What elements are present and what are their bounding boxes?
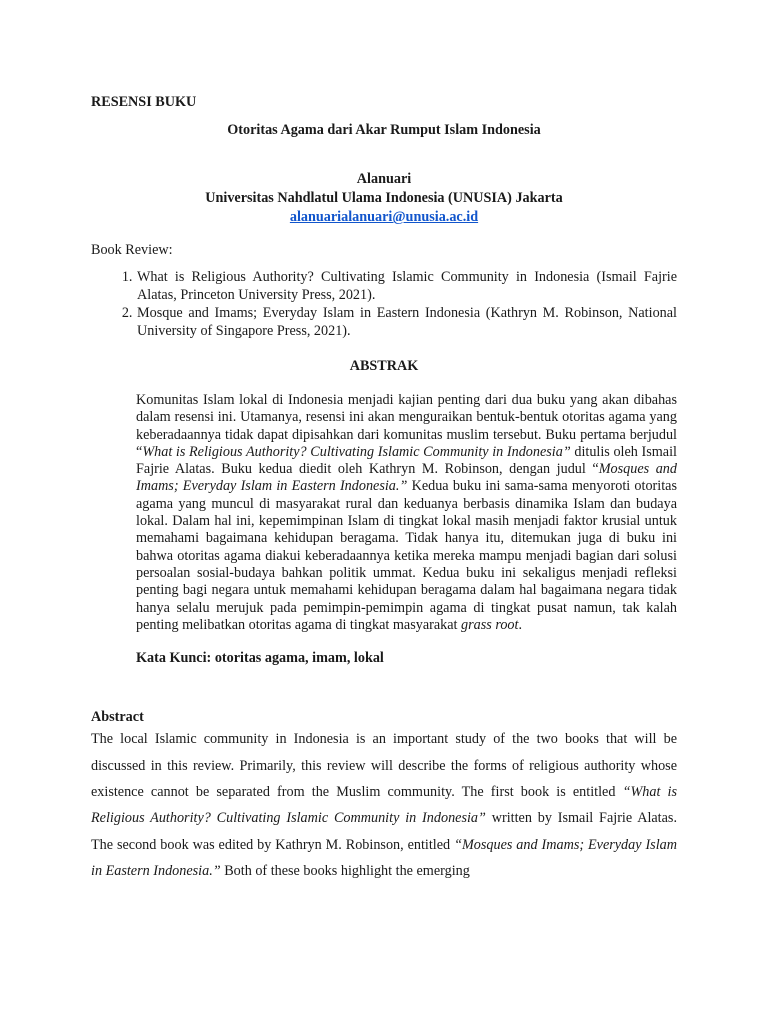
abstrak-paragraph [136, 392, 677, 634]
author-name: Alanuari [356, 171, 412, 187]
book-list-item: 2. Mosque and Imams; Everyday Islam in Eastern Indonesia (Kathryn M. Robinson, National University of Singapore Press, 2021). [136, 304, 677, 340]
keywords: Kata Kunci: otoritas agama, imam, lokal [136, 650, 384, 667]
abstrak-text-3: Kedua buku ini sama-sama menyoroti otoritas agama yang muncul di masyarakat rural dan keduanya berbasis dinamika Islam dan budaya lokal. Dalam hal ini, kepemimpinan Islam di tingkat lokal masih menjadi faktor krusial untuk memahami bagaimana kehidupan beragama. Tidak hanya itu, ditemukan juga di buku ini bahwa otoritas agama diakui keberadaannya ketika mereka mampu menjadi bagian dari solusi persoalan sosial-budaya bahkan politik ummat. Kedua buku ini sekaligus menjadi refleksi penting bagi negara untuk memahami kehidupan beragama dalam hal bagaimana negara tidak hanya selalu merujuk pada pemimpin-pemimpin agama di tingkat pusat namun, tak kalah penting melibatkan otoritas agama di tingkat masyarakat [136, 478, 677, 633]
abstrak-end: . [518, 616, 522, 633]
book-list-item: 1. What is Religious Authority? Cultivating Islamic Community in Indonesia (Ismail Fajrie Alatas, Princeton University Press, 2021). [136, 268, 677, 304]
book-list [91, 268, 677, 340]
section-label: RESENSI BUKU [91, 94, 197, 110]
abstract-book1-title: “What is Religious Authority? Cultivating Islamic Community in Indonesia” [91, 783, 677, 827]
document-page [91, 94, 677, 885]
abstract-text-1: The local Islamic community in Indonesia is an important study of the two books that will be discussed in this review. Primarily, this review will describe the forms of religious authority whose existence cannot be separated from the Muslim community. The first book is entitled [91, 731, 677, 800]
abstrak-text-2: ditulis oleh Ismail Fajrie Alatas. Buku kedua diedit oleh Kathryn M. Robinson, dengan judul “ [136, 443, 677, 478]
abstrak-text-1: Komunitas Islam lokal di Indonesia menjadi kajian penting dari dua buku yang akan dibahas dalam resensi ini. Utamanya, resensi ini akan menguraikan bentuk-bentuk otoritas agama yang keberadaannya tidak dapat dipisahkan dari komunitas muslim tersebut. Buku pertama berjudul “ [136, 392, 677, 460]
author-affiliation: Universitas Nahdlatul Ulama Indonesia (UNUSIA) Jakarta [205, 190, 563, 206]
abstrak-heading: ABSTRAK [349, 358, 419, 374]
abstract-text-2: written by Ismail Fajrie Alatas. The second book was edited by Kathryn M. Robinson, entitled [91, 810, 677, 853]
document-title: Otoritas Agama dari Akar Rumput Islam Indonesia [227, 122, 541, 138]
abstract-paragraph [91, 726, 677, 884]
author-block [91, 170, 677, 227]
abstrak-book1-title: What is Religious Authority? Cultivating Islamic Community in Indonesia” [142, 443, 571, 460]
abstract-text-3: Both of these books highlight the emerging [220, 863, 470, 880]
abstrak-book2-title: Mosques and Imams; Everyday Islam in Eastern Indonesia.” [136, 461, 677, 495]
abstract-book2-title: “Mosques and Imams; Everyday Islam in Eastern Indonesia.” [91, 836, 677, 880]
abstract-heading: Abstract [91, 709, 144, 726]
abstrak-term: grass root [461, 616, 519, 633]
book-review-label: Book Review: [91, 242, 173, 258]
author-email-link[interactable]: alanuarialanuari@unusia.ac.id [289, 209, 479, 225]
